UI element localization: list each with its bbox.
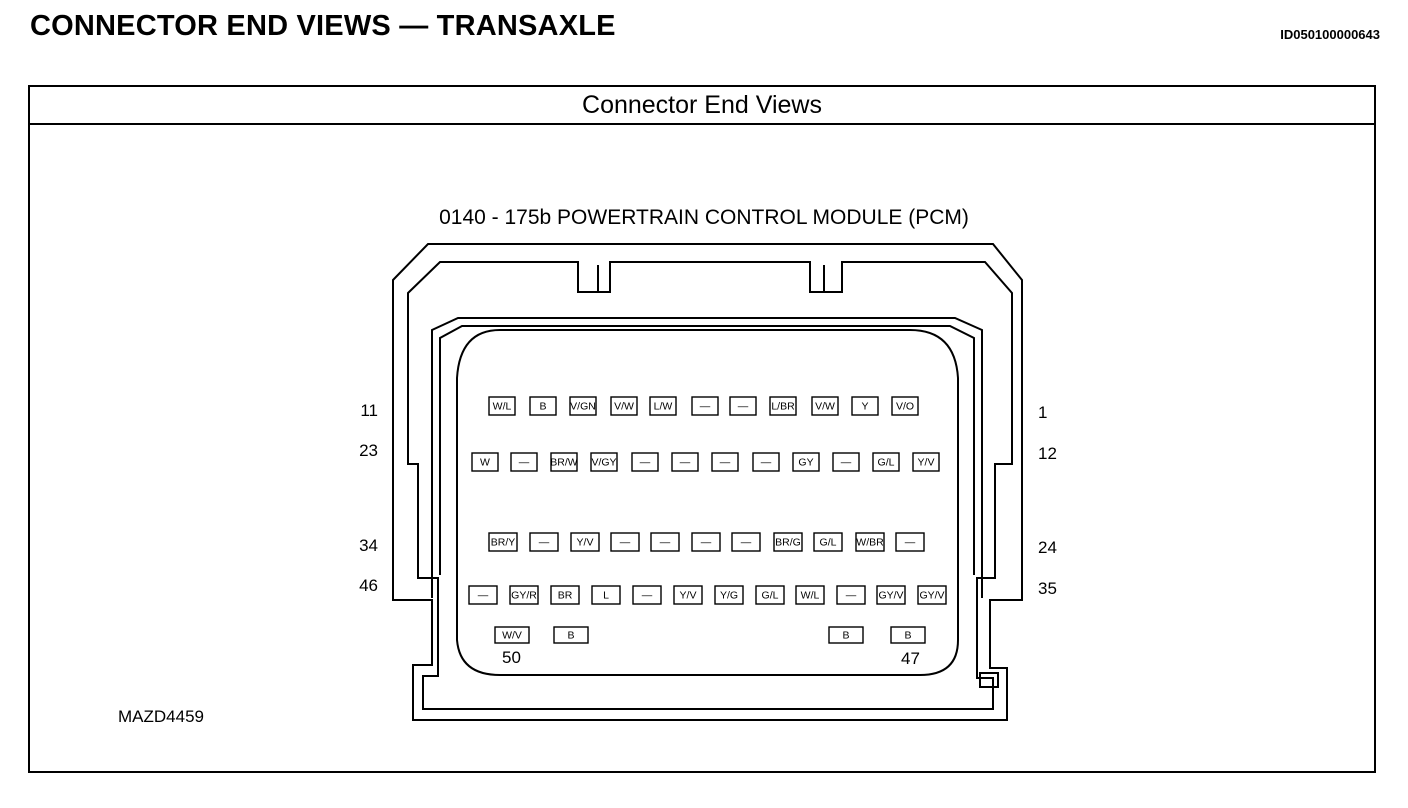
- pin-r1-c9: [812, 397, 838, 415]
- pin-r5-c1: [495, 627, 529, 643]
- wire-color-label: GY/V: [919, 589, 945, 602]
- pin-layer: [469, 397, 946, 643]
- pin-r2-c9: [793, 453, 819, 471]
- pin-r2-c12: [913, 453, 939, 471]
- wire-color-label: —: [845, 589, 857, 602]
- pin-r4-c9: [796, 586, 824, 604]
- pin-r1-c7: [730, 397, 756, 415]
- pin-r4-c8: [756, 586, 784, 604]
- wire-color-label: —: [719, 456, 731, 469]
- pin-r1-c10: [852, 397, 878, 415]
- pin-r2-c8: [753, 453, 779, 471]
- pin-r4-c6: [674, 586, 702, 604]
- pin-r1-c11: [892, 397, 918, 415]
- wire-color-label: —: [699, 400, 711, 413]
- wire-color-label: B: [842, 629, 850, 642]
- wire-color-label: GY: [798, 456, 814, 469]
- pin-r3-c7: [732, 533, 760, 551]
- wire-color-label: Y/G: [719, 589, 739, 602]
- pin-r4-c5: [633, 586, 661, 604]
- pin-r3-c3: [571, 533, 599, 551]
- guide-rib-left: [432, 430, 440, 598]
- wire-color-label: —: [659, 536, 671, 549]
- wire-color-label: W/L: [492, 400, 512, 413]
- keying-slot: [980, 673, 998, 687]
- wire-color-label: BR: [557, 589, 573, 602]
- pin-r4-c3: [551, 586, 579, 604]
- pin-r3-c6: [692, 533, 720, 551]
- pin-r4-c10: [837, 586, 865, 604]
- wire-color-label: —: [700, 536, 712, 549]
- pin-r2-c4: [591, 453, 617, 471]
- wire-color-label: —: [737, 400, 749, 413]
- pin-r1-c2: [530, 397, 556, 415]
- pin-r4-c2: [510, 586, 538, 604]
- wire-color-label: G/L: [819, 536, 837, 549]
- wire-color-label: W: [480, 456, 490, 469]
- panel-header: Connector End Views: [30, 87, 1374, 125]
- pin-r1-c6: [692, 397, 718, 415]
- wire-color-label: B: [567, 629, 575, 642]
- pin-r1-c8: [770, 397, 796, 415]
- pin-r1-c3: [570, 397, 596, 415]
- wire-color-label: BR/Y: [490, 536, 516, 549]
- pin-r4-c11: [877, 586, 905, 604]
- pin-r3-c11: [896, 533, 924, 551]
- pin-r3-c9: [814, 533, 842, 551]
- pin-r3-c2: [530, 533, 558, 551]
- wire-color-label: Y/V: [679, 589, 697, 602]
- wire-color-label: —: [840, 456, 852, 469]
- pin-r1-c4: [611, 397, 637, 415]
- pin-r4-c7: [715, 586, 743, 604]
- connector-title: 0140 - 175b POWERTRAIN CONTROL MODULE (PCM): [439, 206, 969, 229]
- pin-r5-c4: [891, 627, 925, 643]
- guide-rib-right: [974, 430, 982, 598]
- wire-color-label: —: [760, 456, 772, 469]
- pin-r1-c1: [489, 397, 515, 415]
- pin-number-11: 11: [360, 401, 378, 420]
- wire-color-label: L/BR: [771, 400, 795, 413]
- wire-color-label: B: [904, 629, 912, 642]
- wire-color-label: —: [477, 589, 489, 602]
- wire-color-label: Y/V: [576, 536, 594, 549]
- wire-color-label: W/BR: [856, 536, 884, 549]
- wire-color-label: BR/W: [550, 456, 578, 469]
- pin-number-34: 34: [359, 536, 378, 555]
- wire-color-label: GY/V: [878, 589, 904, 602]
- wire-color-label: W/L: [800, 589, 820, 602]
- wire-color-label: G/L: [877, 456, 895, 469]
- wire-color-label: —: [740, 536, 752, 549]
- pin-number-46: 46: [359, 576, 378, 595]
- pin-number-50: 50: [502, 648, 521, 667]
- pin-r2-c1: [472, 453, 498, 471]
- pin-r3-c4: [611, 533, 639, 551]
- pin-number-47: 47: [901, 649, 920, 668]
- pin-r2-c3: [550, 453, 578, 471]
- pin-r3-c1: [489, 533, 517, 551]
- wire-color-label: L: [603, 589, 609, 602]
- wire-color-label: V/O: [895, 400, 915, 413]
- pin-r4-c1: [469, 586, 497, 604]
- wire-color-label: B: [539, 400, 547, 413]
- pin-number-1: 1: [1038, 403, 1048, 422]
- pin-r2-c5: [632, 453, 658, 471]
- terminal-cavity: [457, 330, 958, 675]
- pin-number-12: 12: [1038, 444, 1057, 463]
- pin-r3-c10: [856, 533, 884, 551]
- pin-r4-c12: [918, 586, 946, 604]
- wire-color-label: —: [639, 456, 651, 469]
- wire-color-label: —: [518, 456, 530, 469]
- pin-r1-c5: [650, 397, 676, 415]
- wire-color-label: Y/V: [917, 456, 935, 469]
- pin-r2-c10: [833, 453, 859, 471]
- pin-r3-c8: [774, 533, 802, 551]
- pin-number-23: 23: [359, 441, 378, 460]
- pin-r2-c7: [712, 453, 738, 471]
- wire-color-label: G/L: [761, 589, 779, 602]
- wire-color-label: —: [538, 536, 550, 549]
- pin-r2-c6: [672, 453, 698, 471]
- document-id: ID050100000643: [1280, 27, 1380, 42]
- wire-color-label: —: [641, 589, 653, 602]
- wire-color-label: W/V: [502, 629, 522, 642]
- pin-r2-c11: [873, 453, 899, 471]
- pin-number-24: 24: [1038, 538, 1057, 557]
- pin-r4-c4: [592, 586, 620, 604]
- wire-color-label: GY/R: [511, 589, 537, 602]
- pin-r5-c2: [554, 627, 588, 643]
- wire-color-label: BR/G: [775, 536, 801, 549]
- wire-color-label: V/GY: [591, 456, 617, 469]
- wire-color-label: V/W: [815, 400, 835, 413]
- wire-color-label: Y: [861, 400, 869, 413]
- pin-r3-c5: [651, 533, 679, 551]
- wire-color-label: L/W: [653, 400, 673, 413]
- pin-r2-c2: [511, 453, 537, 471]
- wire-color-label: —: [619, 536, 631, 549]
- wire-color-label: V/GN: [570, 400, 596, 413]
- wire-color-label: V/W: [614, 400, 634, 413]
- wire-color-label: —: [904, 536, 916, 549]
- page-title: CONNECTOR END VIEWS — TRANSAXLE: [30, 10, 616, 42]
- pin-r5-c3: [829, 627, 863, 643]
- wire-color-label: —: [679, 456, 691, 469]
- connector-housing-outer: [393, 244, 1022, 720]
- pin-number-35: 35: [1038, 579, 1057, 598]
- drawing-reference: MAZD4459: [118, 707, 204, 726]
